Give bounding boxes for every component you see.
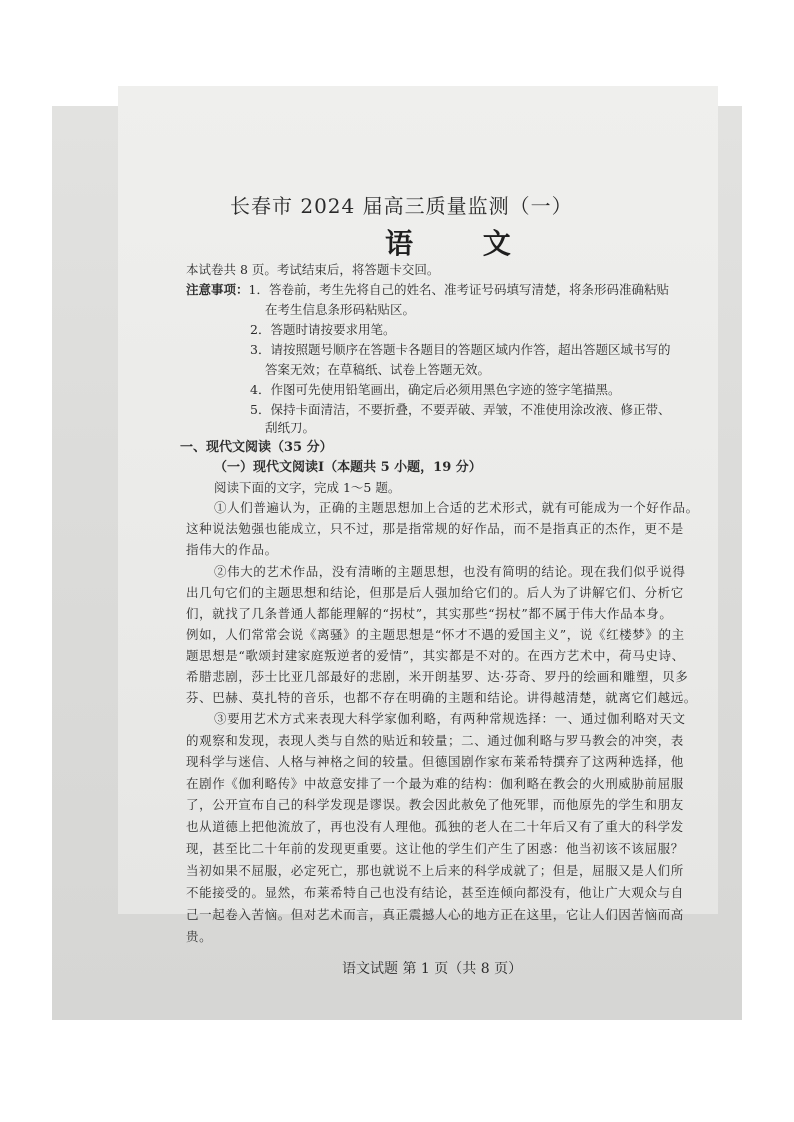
passage-line: 不能接受的。显然，布莱希特自己也没有结论，甚至连倾向都没有，他让广大观众与自 — [186, 885, 684, 900]
passage-line: 出几句它们的主题思想和结论，但那是后人强加给它们的。后人为了讲解它们、分析它 — [186, 585, 684, 600]
passage-line: 了，公开宣布自己的科学发现是谬误。教会因此赦免了他死罪，而他原先的学生和朋友 — [186, 797, 684, 812]
exam-title: 长春市 2024 届高三质量监测（一） — [230, 194, 573, 218]
notice-item: 1．答卷前，考生先将自己的姓名、准考证号码填写清楚，将条形码准确粘贴 — [248, 282, 669, 297]
passage-line: 现，甚至比二十年前的发现更重要。这让他的学生们产生了困惑：他当初该不该屈服？ — [186, 841, 684, 856]
passage-line: 们，就找了几条普通人都能理解的“拐杖”，其实那些“拐杖”都不属于伟大作品本身。 — [186, 606, 673, 621]
passage-line: 贵。 — [186, 929, 213, 944]
passage-line: 题思想是“歌颂封建家庭叛逆者的爱情”，其实都是不对的。在西方艺术中，荷马史诗、 — [186, 648, 685, 663]
passage-line: 这种说法勉强也能成立，只不过，那是指常规的好作品，而不是指真正的杰作，更不是 — [186, 521, 684, 536]
passage-line: 己一起卷入苦恼。但对艺术而言，真正震撼人心的地方正在这里，它让人们因苦恼而高 — [186, 907, 684, 922]
notice-item: 在考生信息条形码粘贴区。 — [265, 302, 416, 317]
passage-line: 希腊悲剧，莎士比亚几部最好的悲剧，米开朗基罗、达·芬奇、罗丹的绘画和雕塑，贝多 — [186, 669, 689, 684]
passage-line: 也从道德上把他流放了，再也没有人理他。孤独的老人在二十年后又有了重大的科学发 — [186, 819, 684, 834]
passage-line: 当初如果不屈服，必定死亡，那也就说不上后来的科学成就了；但是，屈服又是人们所 — [186, 863, 684, 878]
passage-line: 现科学与迷信、人格与神格之间的较量。但德国剧作家布莱希特撰弃了这两种选择，他 — [186, 754, 684, 769]
passage-line: ③要用艺术方式来表现大科学家伽利略，有两种常规选择：一、通过伽利略对天文 — [214, 711, 686, 726]
passage-line: 在剧作《伽利略传》中故意安排了一个最为难的结构：伽利略在教会的火刑威胁前屈服 — [186, 776, 684, 791]
notice-item: 刮纸刀。 — [265, 420, 316, 435]
intro-line: 本试卷共 8 页。考试结束后，将答题卡交回。 — [186, 262, 440, 277]
passage-line: ②伟大的艺术作品，没有清晰的主题思想，也没有简明的结论。现在我们似乎说得 — [214, 564, 686, 579]
notice-item: 4．作图可先使用铅笔画出，确定后必须用黑色字迹的签字笔描黑。 — [250, 382, 621, 397]
section-heading: 一、现代文阅读（35 分） — [180, 440, 333, 455]
subject-title: 语 文 — [385, 227, 541, 260]
section-instruction: 阅读下面的文字，完成 1～5 题。 — [214, 480, 401, 495]
notice-item: 答案无效；在草稿纸、试卷上答题无效。 — [265, 362, 491, 377]
passage-line: 的观察和发现，表现人类与自然的贴近和较量；二、通过伽利略与罗马教会的冲突，表 — [186, 733, 684, 748]
notice-item: 5．保持卡面清洁，不要折叠，不要弄破、弄皱，不准使用涂改液、修正带、 — [250, 402, 671, 417]
notice-row-1 — [186, 282, 669, 298]
notice-label: 注意事项： — [186, 282, 249, 297]
page-footer: 语文试题 第 1 页（共 8 页） — [342, 961, 523, 977]
notice-item: 2．答题时请按要求用笔。 — [250, 322, 396, 337]
section-subheading: （一）现代文阅读Ⅰ（本题共 5 小题，19 分） — [214, 460, 482, 475]
passage-line: 芬、巴赫、莫扎特的音乐，也都不存在明确的主题和结论。讲得越清楚，就离它们越远。 — [186, 690, 697, 705]
passage-line: 指伟大的作品。 — [186, 542, 278, 557]
passage-line: ①人们普遍认为，正确的主题思想加上合适的艺术形式，就有可能成为一个好作品。 — [214, 500, 699, 515]
notice-item: 3．请按照题号顺序在答题卡各题目的答题区域内作答，超出答题区域书写的 — [250, 342, 671, 357]
passage-line: 例如，人们常常会说《离骚》的主题思想是“怀才不遇的爱国主义”，说《红楼梦》的主 — [186, 627, 685, 642]
